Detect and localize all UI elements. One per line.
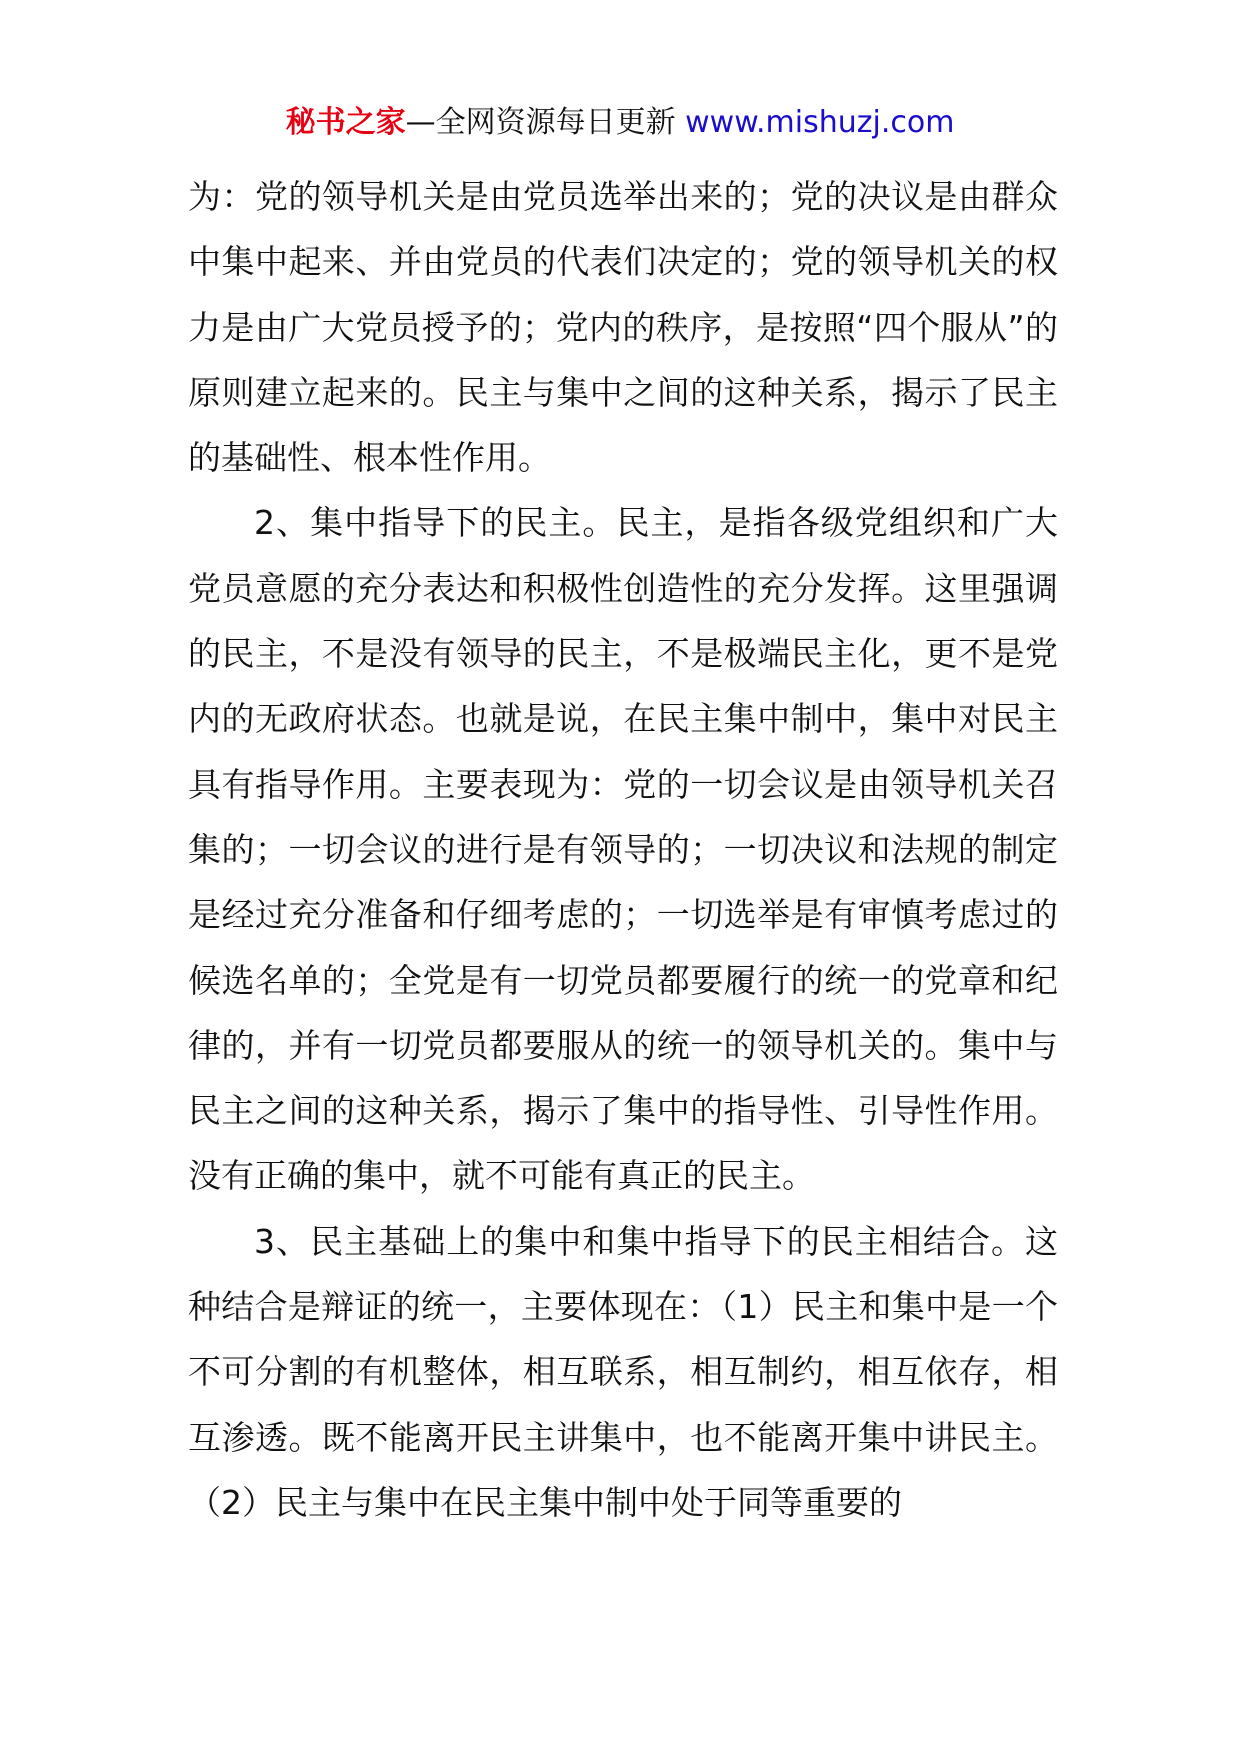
site-url-link[interactable]: www.mishuzj.com (685, 105, 955, 140)
document-body (188, 164, 1058, 1535)
brand-name: 秘书之家 (285, 105, 406, 140)
paragraph-3: 3、民主基础上的集中和集中指导下的民主相结合。这种结合是辩证的统一，主要体现在：（1）民主和集中是一个不可分割的有机整体，相互联系，相互制约，相互依存，相互渗透。既不能离开民主讲集中，也不能离开集中讲民主。（2）民主与集中在民主集中制中处于同等重要的 (188, 1221, 1058, 1522)
header-tagline: —全网资源每日更新 (405, 105, 686, 140)
page-header (0, 100, 1240, 146)
paragraph-1: 为：党的领导机关是由党员选举出来的；党的决议是由群众中集中起来、并由党员的代表们决定的；党的领导机关的权力是由广大党员授予的；党内的秩序，是按照“四个服从”的原则建立起来的。民主与集中之间的这种关系，揭示了民主的基础性、根本性作用。 (188, 177, 1058, 478)
paragraph-2: 2、集中指导下的民主。民主，是指各级党组织和广大党员意愿的充分表达和积极性创造性的充分发挥。这里强调的民主，不是没有领导的民主，不是极端民主化，更不是党内的无政府状态。也就是说，在民主集中制中，集中对民主具有指导作用。主要表现为：党的一切会议是由领导机关召集的；一切会议的进行是有领导的；一切决议和法规的制定是经过充分准备和仔细考虑的；一切选举是有审慎考虑过的候选名单的；全党是有一切党员都要履行的统一的党章和纪律的，并有一切党员都要服从的统一的领导机关的。集中与民主之间的这种关系，揭示了集中的指导性、引导性作用。没有正确的集中，就不可能有真正的民主。 (188, 503, 1058, 1196)
